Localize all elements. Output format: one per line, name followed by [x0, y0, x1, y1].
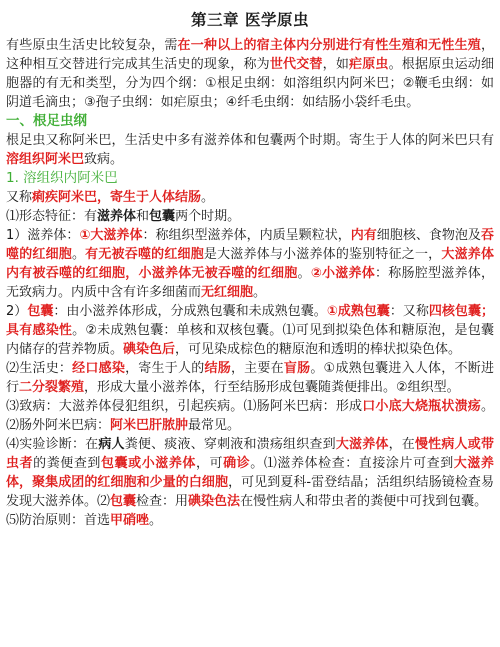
body-text: ，可见到夏科-雷登结晶；活组织结肠镜检查易发现大滋养体。⑵ [6, 475, 494, 509]
body-text: ⑴形态特征：有 [6, 209, 98, 224]
highlighted-text: 内有 [350, 228, 377, 243]
paragraph [6, 359, 494, 397]
paragraph [6, 435, 494, 511]
highlighted-text: 慢性病人或带虫者 [6, 437, 494, 471]
body-text: ：称肠腔型滋养体，无致病力。内质中含有许多细菌而 [6, 266, 494, 300]
paragraph [6, 302, 494, 359]
body-text: 细胞核、食物泡及 [376, 228, 481, 243]
highlighted-text: 疟原虫 [349, 57, 389, 72]
body-text: 1）滋养体： [6, 228, 80, 243]
highlighted-text: ②小滋养体 [310, 266, 375, 281]
highlighted-text: 包囊 [149, 209, 176, 224]
body-text: ，主要在 [230, 361, 284, 376]
highlighted-text: 包囊或小滋养体 [100, 456, 196, 471]
body-text: 。 [253, 285, 267, 300]
body-text: 又称 [6, 190, 33, 205]
subsection-heading [6, 169, 494, 188]
body-text: 和 [136, 209, 150, 224]
body-text: ：由小滋养体形成，分成熟包囊和未成熟包囊。 [53, 304, 327, 319]
body-text: 。⑵肠外阿米巴病： [6, 399, 494, 433]
body-text: ，在 [388, 437, 415, 452]
highlighted-text: 大滋养体，聚集成团的红细胞和少量的白细胞 [6, 456, 494, 490]
highlighted-text: 包囊 [110, 494, 137, 509]
section-heading [6, 112, 494, 131]
body-text: ，形成大量小滋养体，行至结肠形成包囊随粪便排出。②组织型。 [84, 380, 460, 395]
body-text: 。②未成熟包囊：单核和双核包囊。 [72, 323, 283, 338]
body-text: 1. 溶组织内阿米巴 [6, 170, 118, 186]
body-text: 。 [71, 247, 86, 262]
paragraph [6, 511, 494, 530]
paragraph [6, 36, 494, 112]
body-text: 是大滋养体与小滋养体的鉴别特征之一， [203, 247, 442, 262]
body-text: 。①成熟包囊进入人体，不断进行 [6, 361, 494, 395]
highlighted-text: 世代交替 [269, 57, 323, 72]
highlighted-text: 阿米巴肝脓肿 [110, 418, 189, 433]
body-text: 粪便、痰液、穿刺液和溃疡组织查到 [124, 437, 336, 452]
body-text: 。 [149, 513, 163, 528]
body-text: ：又称 [389, 304, 429, 319]
body-text: ⑴可见到拟染色体和糖原泡，是包囊内储存的营养物质。 [6, 323, 494, 357]
body-text: 2） [6, 304, 28, 319]
chapter-title: 第三章 医学原虫 [191, 11, 309, 29]
paragraph [6, 397, 494, 435]
highlighted-text: 碘染色法 [188, 494, 241, 509]
highlighted-text: 吞噬的红细胞 [6, 228, 494, 262]
body-text: 。 [201, 190, 215, 205]
paragraph [6, 226, 494, 302]
body-text: ，如 [322, 57, 350, 72]
body-text: 根足虫又称阿米巴，生活史中多有滋养体和包囊两个时期。寄生于人体的阿米巴只有 [6, 133, 494, 148]
body-text: 两个时期。 [175, 209, 241, 224]
paragraph [6, 131, 494, 169]
body-text: ，这种相互交替进行完成其生活史的现象，称为 [6, 38, 494, 72]
body-text: ，可 [195, 456, 224, 471]
highlighted-text: 大滋养体 [335, 437, 389, 452]
highlighted-text: 病人 [98, 437, 125, 452]
body-text: ：称组织型滋养体，内质呈颗粒状， [142, 228, 351, 243]
paragraph [6, 207, 494, 226]
body-text: 在慢性病人和带虫者的粪便中可找到包囊。 [240, 494, 488, 509]
highlighted-text: 结肠 [204, 361, 231, 376]
highlighted-text: 二分裂繁殖 [19, 380, 85, 395]
highlighted-text: 无红细胞 [201, 285, 254, 300]
highlighted-text: ①成熟包囊 [326, 304, 390, 319]
highlighted-text: 经口感染 [72, 361, 126, 376]
highlighted-text: 痢疾阿米巴，寄生于人体结肠 [32, 190, 202, 205]
highlighted-text: 包囊 [27, 304, 54, 319]
body-text: 最常见。 [188, 418, 241, 433]
body-text: ⑸防治原则：首选 [6, 513, 111, 528]
body-text: 一、根足虫纲 [6, 113, 87, 129]
document-body [6, 36, 494, 530]
highlighted-text: 滋养体 [97, 209, 137, 224]
body-text: 。根据原虫运动细胞器的有无和类型，分为四个纲：①根足虫纲：如溶组织内阿米巴；②鞭毛虫纲：如阴道毛滴虫；③孢子虫纲：如疟原虫；④纤毛虫纲：如结肠小袋纤毛虫。 [6, 57, 494, 110]
highlighted-text: 确诊 [223, 456, 251, 471]
highlighted-text: 口小底大烧瓶状溃疡 [362, 399, 481, 414]
highlighted-text: 有无被吞噬的红细胞 [85, 247, 204, 262]
body-text: 。 [297, 266, 311, 281]
paragraph [6, 188, 494, 207]
body-text: ，可见染成棕色的糖原泡和透明的棒状拟染色体。 [175, 342, 462, 357]
body-text: ⑶致病：大滋养体侵犯组织，引起疾病。⑴肠阿米巴病：形成 [6, 399, 363, 414]
body-text: 致病。 [84, 152, 124, 167]
highlighted-text: 溶组织阿米巴 [6, 152, 85, 167]
body-text: ，寄生于人的 [125, 361, 205, 376]
body-text: 检查：用 [136, 494, 189, 509]
highlighted-text: 盲肠 [283, 361, 311, 376]
highlighted-text: 大滋养体内有被吞噬的红细胞，小滋养体无被吞噬的红细胞 [6, 247, 494, 281]
highlighted-text: 碘染色后 [123, 342, 176, 357]
highlighted-text: 甲硝唑 [110, 513, 150, 528]
body-text: 的粪便查到 [33, 456, 101, 471]
body-text: 。⑴滋养体检查：直接涂片可查到 [250, 456, 454, 471]
highlighted-text: ①大滋养体 [79, 228, 143, 243]
body-text: ⑵生活史： [6, 361, 73, 376]
highlighted-text: 四核包囊；具有感染性 [6, 304, 494, 338]
highlighted-text: 在一种以上的宿主体内分别进行有性生殖和无性生殖 [177, 38, 481, 53]
body-text: 有些原虫生活史比较复杂，需 [6, 38, 178, 53]
body-text: ⑷实验诊断：在 [6, 437, 99, 452]
